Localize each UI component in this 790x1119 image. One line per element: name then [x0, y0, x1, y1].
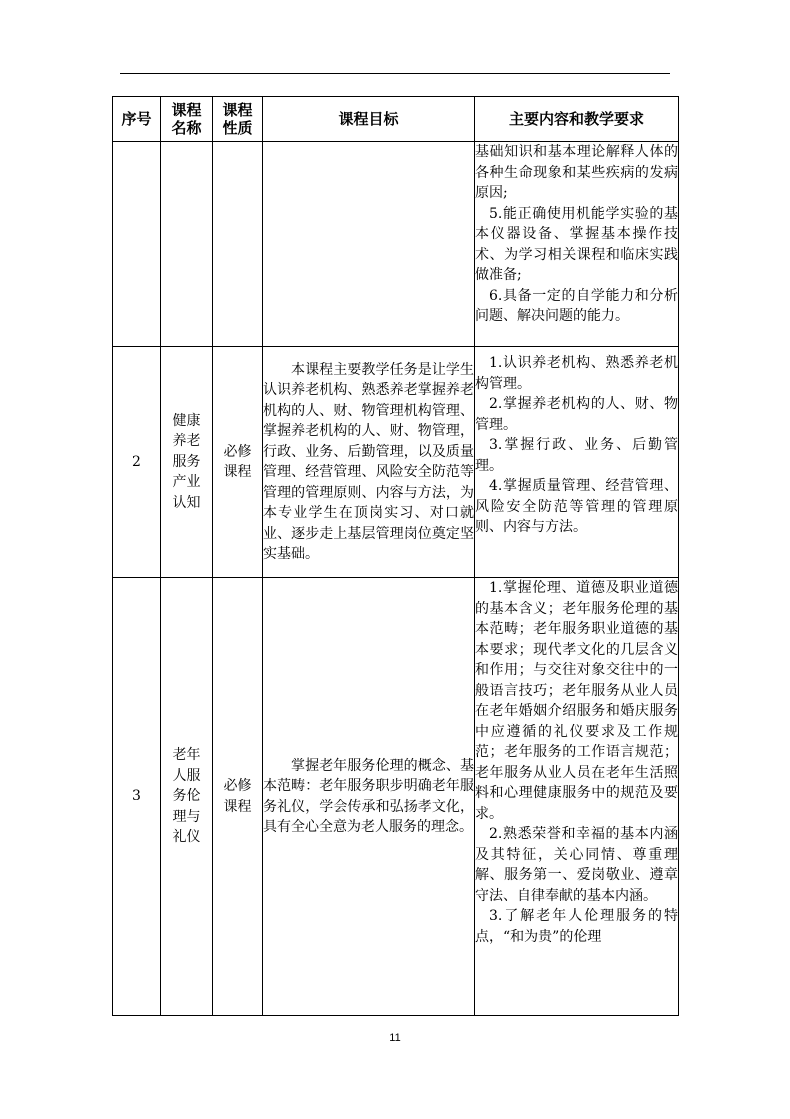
- header-no: 序号: [113, 97, 161, 142]
- header-rule: [120, 73, 670, 74]
- content-paragraph: 2.掌握养老机构的人、财、物管理。: [475, 396, 678, 433]
- cell-goal: [263, 578, 475, 1016]
- content-paragraph: 基础知识和基本理论解释人体的各种生命现象和某些疾病的发病原因;: [475, 144, 678, 201]
- table-header-row: [113, 97, 679, 142]
- header-course-goal: 课程目标: [263, 97, 475, 142]
- cell-nature: [213, 142, 263, 347]
- goal-paragraph: 掌握老年服务伦理的概念、基本范畴：老年服务职步明确老年服务礼仪，学会传承和弘扬孝文化，具有全心全意为老人服务的理念。: [263, 757, 474, 835]
- cell-goal: [263, 142, 475, 347]
- content-paragraph: 4.掌握质量管理、经营管理、风险安全防范等管理的管理原则、内容与方法。: [475, 478, 678, 535]
- cell-content: [475, 578, 679, 1016]
- content-paragraph: 2.熟悉荣誉和幸福的基本内涵及其特征，关心同情、尊重理解、服务第一、爱岗敬业、遵章守法、自律奉献的基本内涵。: [475, 826, 678, 904]
- table-row: [113, 347, 679, 578]
- table-row: [113, 578, 679, 1016]
- content-paragraph: 3.了解老年人伦理服务的特点，“和为贵”的伦理: [475, 908, 678, 945]
- cell-content: [475, 142, 679, 347]
- content-paragraph: 1.认识养老机构、熟悉养老机构管理。: [475, 355, 678, 392]
- cell-content: [475, 347, 679, 578]
- cell-nature: 必修课程: [213, 347, 263, 578]
- cell-goal: [263, 347, 475, 578]
- cell-nature: 必修课程: [213, 578, 263, 1016]
- content-paragraph: 6.具备一定的自学能力和分析问题、解决问题的能力。: [475, 287, 678, 324]
- cell-no: 2: [113, 347, 161, 578]
- cell-name: 老年人服务伦理与礼仪: [161, 578, 213, 1016]
- cell-no: 3: [113, 578, 161, 1016]
- content-paragraph: 3.掌握行政、业务、后勤管理。: [475, 437, 678, 474]
- content-paragraph: 1.掌握伦理、道德及职业道德的基本含义；老年服务伦理的基本范畴；老年服务职业道德的基本要求；现代孝文化的几层含义和作用；与交往对象交往中的一般语言技巧；老年服务从业人员在老年婚姻介绍服务和婚庆服务中应遵循的礼仪要求及工作规范；老年服务的工作语言规范；老年服务从业人员在老年生活照料和心理健康服务中的规范及要求。: [475, 580, 678, 822]
- course-table: [112, 96, 679, 1016]
- table-row: [113, 142, 679, 347]
- cell-name: 健康养老服务产业认知: [161, 347, 213, 578]
- cell-no: [113, 142, 161, 347]
- header-course-nature: 课程性质: [213, 97, 263, 142]
- header-course-content: 主要内容和教学要求: [475, 97, 679, 142]
- content-paragraph: 5.能正确使用机能学实验的基本仪器设备、掌握基本操作技术、为学习相关课程和临床实践做准备;: [475, 205, 678, 283]
- page-number: 11: [389, 1032, 401, 1044]
- cell-name: [161, 142, 213, 347]
- header-course-name: 课程名称: [161, 97, 213, 142]
- goal-paragraph: 本课程主要教学任务是让学生认识养老机构、熟悉养老掌握养老机构的人、财、物管理机构管理、掌握养老机构的人、财、物管理，行政、业务、后勤管理，以及质量管理、经营管理、风险安全防范等管理的管理原则、内容与方法，为本专业学生在顶岗实习、对口就业、逐步走上基层管理岗位奠定坚实基础。: [263, 361, 474, 562]
